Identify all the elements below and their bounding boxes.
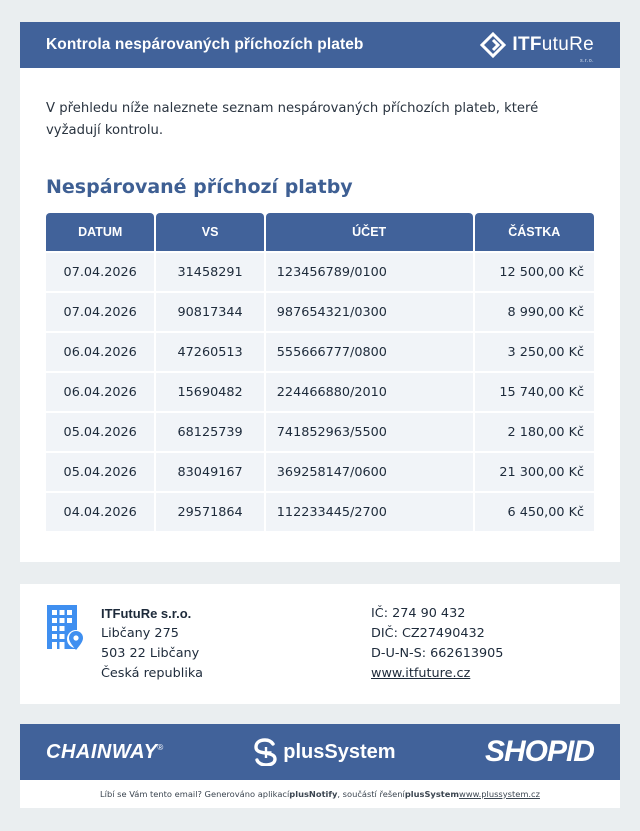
- cell-account: 987654321/0300: [266, 293, 473, 331]
- company-duns: D-U-N-S: 662613905: [371, 646, 504, 661]
- disclaimer-link[interactable]: www.plussystem.cz: [459, 789, 540, 799]
- table-row: [46, 413, 594, 451]
- itfuture-logo[interactable]: [480, 32, 594, 64]
- main-content: [20, 68, 620, 562]
- cell-date: 07.04.2026: [46, 253, 154, 291]
- table-row: [46, 293, 594, 331]
- plussystem-s-icon: [253, 738, 279, 766]
- company-footer: [20, 584, 620, 704]
- cell-vs: 29571864: [156, 493, 263, 531]
- disclaimer-text-1: Líbí se Vám tento email? Generováno aplikací: [100, 789, 290, 799]
- plussystem-wordmark: plusSystem: [283, 740, 396, 763]
- cell-date: 04.04.2026: [46, 493, 154, 531]
- cell-account: 224466880/2010: [266, 373, 473, 411]
- cell-date: 07.04.2026: [46, 293, 154, 331]
- company-street: Libčany 275: [101, 626, 179, 641]
- chainway-logo[interactable]: CHAINWAY®: [46, 740, 164, 763]
- registered-mark: ®: [157, 742, 164, 752]
- cell-amount: 21 300,00 Kč: [475, 453, 594, 491]
- payments-table: [44, 211, 596, 533]
- table-header-row: [46, 213, 594, 251]
- cell-vs: 47260513: [156, 333, 263, 371]
- section-title: Nespárované příchozí platby: [46, 176, 353, 198]
- cell-amount: 12 500,00 Kč: [475, 253, 594, 291]
- cell-date: 05.04.2026: [46, 413, 154, 451]
- building-location-icon: [46, 604, 84, 652]
- company-dic: DIČ: CZ27490432: [371, 626, 485, 641]
- disclaimer-suite: plusSystem: [404, 789, 460, 799]
- logo-wordmark: ITFutuRe s.r.o.: [512, 34, 594, 64]
- itfuture-diamond-icon: [480, 32, 506, 58]
- table-row: [46, 373, 594, 411]
- cell-date: 05.04.2026: [46, 453, 154, 491]
- cell-amount: 2 180,00 Kč: [475, 413, 594, 451]
- cell-date: 06.04.2026: [46, 373, 154, 411]
- table-row: [46, 333, 594, 371]
- cell-vs: 68125739: [156, 413, 263, 451]
- col-header-vs: VS: [156, 213, 263, 251]
- logo-sub: s.r.o.: [580, 58, 594, 64]
- table-row: [46, 493, 594, 531]
- disclaimer-text-2: , součástí řešení: [337, 789, 405, 799]
- cell-account: 555666777/0800: [266, 333, 473, 371]
- cell-vs: 15690482: [156, 373, 263, 411]
- brands-bar: [20, 724, 620, 780]
- company-ids: [371, 604, 503, 704]
- email-header: [20, 22, 620, 68]
- cell-date: 06.04.2026: [46, 333, 154, 371]
- cell-amount: 15 740,00 Kč: [475, 373, 594, 411]
- cell-vs: 83049167: [156, 453, 263, 491]
- table-row: [46, 453, 594, 491]
- company-name: ITFutuRe s.r.o.: [101, 606, 192, 621]
- cell-vs: 90817344: [156, 293, 263, 331]
- cell-vs: 31458291: [156, 253, 263, 291]
- cell-amount: 6 450,00 Kč: [475, 493, 594, 531]
- cell-amount: 3 250,00 Kč: [475, 333, 594, 371]
- disclaimer-app: plusNotify: [289, 789, 338, 799]
- table-row: [46, 253, 594, 291]
- cell-account: 112233445/2700: [266, 493, 473, 531]
- company-ic: IČ: 274 90 432: [371, 606, 466, 621]
- cell-account: 741852963/5500: [266, 413, 473, 451]
- intro-text: V přehledu níže naleznete seznam nespárovaných příchozích plateb, které vyžadují kontrolu.: [46, 101, 539, 138]
- header-title: Kontrola nespárovaných příchozích plateb: [46, 36, 364, 53]
- col-header-date: DATUM: [46, 213, 154, 251]
- cell-account: 369258147/0600: [266, 453, 473, 491]
- col-header-amount: ČÁSTKA: [475, 213, 594, 251]
- company-web-link[interactable]: www.itfuture.cz: [371, 666, 471, 681]
- company-city: 503 22 Libčany: [101, 646, 200, 661]
- disclaimer: [20, 780, 620, 808]
- cell-account: 123456789/0100: [266, 253, 473, 291]
- col-header-account: ÚČET: [266, 213, 473, 251]
- company-country: Česká republika: [101, 666, 203, 681]
- cell-amount: 8 990,00 Kč: [475, 293, 594, 331]
- plussystem-logo[interactable]: [253, 738, 395, 766]
- shopid-logo[interactable]: SHOPID: [484, 735, 594, 768]
- company-address: [101, 604, 371, 704]
